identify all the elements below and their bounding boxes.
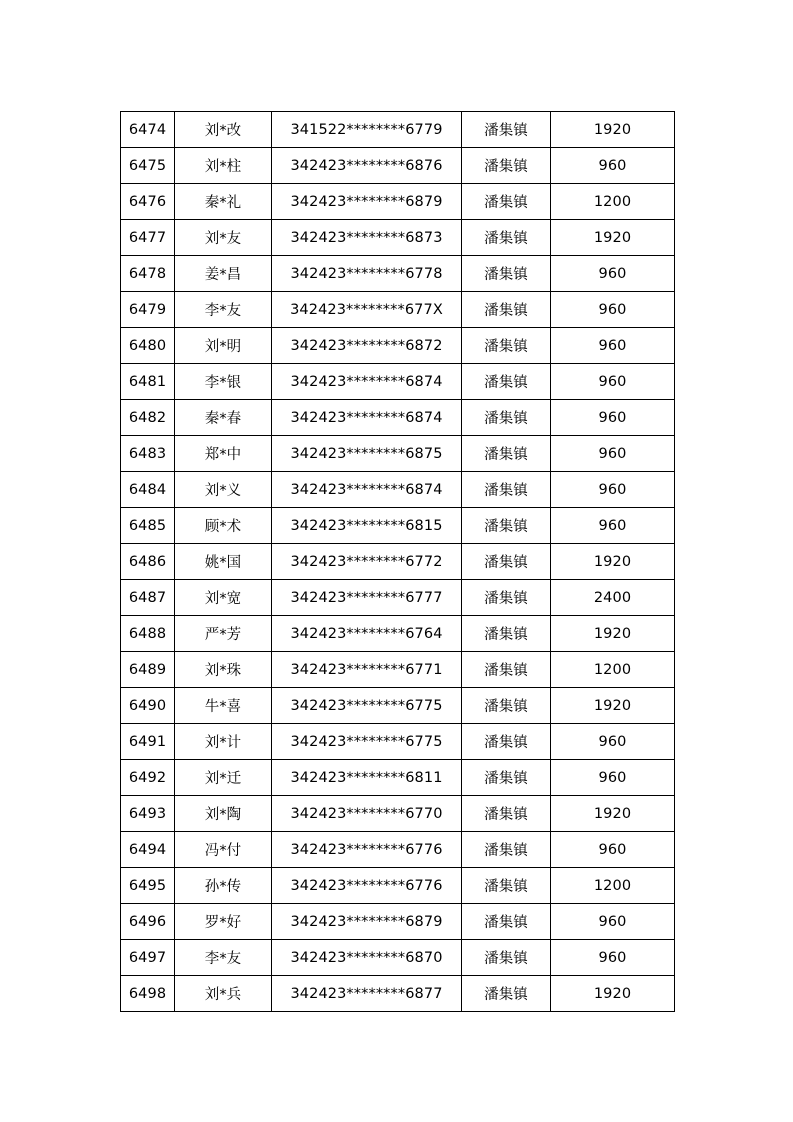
name-cell: 刘*珠 (175, 652, 272, 688)
row-number-cell: 6478 (121, 256, 175, 292)
table-row (121, 328, 675, 364)
amount-cell: 960 (551, 832, 675, 868)
town-cell: 潘集镇 (462, 760, 551, 796)
town-cell: 潘集镇 (462, 580, 551, 616)
table-row (121, 184, 675, 220)
row-number-cell: 6482 (121, 400, 175, 436)
name-cell: 李*银 (175, 364, 272, 400)
row-number-cell: 6495 (121, 868, 175, 904)
table-row (121, 256, 675, 292)
name-cell: 刘*迁 (175, 760, 272, 796)
amount-cell: 960 (551, 940, 675, 976)
document-page (120, 111, 675, 1012)
table-row (121, 292, 675, 328)
amount-cell: 960 (551, 364, 675, 400)
town-cell: 潘集镇 (462, 472, 551, 508)
row-number-cell: 6492 (121, 760, 175, 796)
table-row (121, 436, 675, 472)
town-cell: 潘集镇 (462, 904, 551, 940)
amount-cell: 1920 (551, 616, 675, 652)
name-cell: 姜*昌 (175, 256, 272, 292)
id-number-cell: 342423********6777 (272, 580, 462, 616)
table-row (121, 508, 675, 544)
table-row (121, 364, 675, 400)
table-row (121, 112, 675, 148)
amount-cell: 1920 (551, 688, 675, 724)
row-number-cell: 6494 (121, 832, 175, 868)
id-number-cell: 342423********6815 (272, 508, 462, 544)
table-row (121, 976, 675, 1012)
table-row (121, 940, 675, 976)
town-cell: 潘集镇 (462, 868, 551, 904)
id-number-cell: 342423********6778 (272, 256, 462, 292)
id-number-cell: 342423********6776 (272, 832, 462, 868)
row-number-cell: 6474 (121, 112, 175, 148)
id-number-cell: 342423********6875 (272, 436, 462, 472)
name-cell: 郑*中 (175, 436, 272, 472)
name-cell: 刘*改 (175, 112, 272, 148)
id-number-cell: 342423********6764 (272, 616, 462, 652)
name-cell: 秦*春 (175, 400, 272, 436)
town-cell: 潘集镇 (462, 544, 551, 580)
row-number-cell: 6493 (121, 796, 175, 832)
amount-cell: 1200 (551, 652, 675, 688)
amount-cell: 1920 (551, 112, 675, 148)
town-cell: 潘集镇 (462, 112, 551, 148)
row-number-cell: 6488 (121, 616, 175, 652)
row-number-cell: 6491 (121, 724, 175, 760)
name-cell: 姚*国 (175, 544, 272, 580)
row-number-cell: 6477 (121, 220, 175, 256)
amount-cell: 1200 (551, 868, 675, 904)
table-row (121, 868, 675, 904)
town-cell: 潘集镇 (462, 508, 551, 544)
town-cell: 潘集镇 (462, 652, 551, 688)
amount-cell: 1920 (551, 796, 675, 832)
town-cell: 潘集镇 (462, 400, 551, 436)
row-number-cell: 6479 (121, 292, 175, 328)
id-number-cell: 342423********6772 (272, 544, 462, 580)
id-number-cell: 342423********6811 (272, 760, 462, 796)
id-number-cell: 342423********6775 (272, 688, 462, 724)
name-cell: 刘*兵 (175, 976, 272, 1012)
table-row (121, 796, 675, 832)
table-row (121, 724, 675, 760)
name-cell: 顾*术 (175, 508, 272, 544)
id-number-cell: 342423********6874 (272, 400, 462, 436)
id-number-cell: 342423********6877 (272, 976, 462, 1012)
id-number-cell: 342423********6771 (272, 652, 462, 688)
id-number-cell: 342423********6879 (272, 184, 462, 220)
name-cell: 刘*柱 (175, 148, 272, 184)
town-cell: 潘集镇 (462, 292, 551, 328)
id-number-cell: 342423********6879 (272, 904, 462, 940)
id-number-cell: 342423********6770 (272, 796, 462, 832)
town-cell: 潘集镇 (462, 220, 551, 256)
table-row (121, 472, 675, 508)
table-row (121, 832, 675, 868)
amount-cell: 960 (551, 724, 675, 760)
id-number-cell: 342423********6874 (272, 364, 462, 400)
id-number-cell: 342423********6775 (272, 724, 462, 760)
town-cell: 潘集镇 (462, 328, 551, 364)
table-row (121, 688, 675, 724)
amount-cell: 960 (551, 148, 675, 184)
town-cell: 潘集镇 (462, 436, 551, 472)
town-cell: 潘集镇 (462, 832, 551, 868)
row-number-cell: 6498 (121, 976, 175, 1012)
town-cell: 潘集镇 (462, 184, 551, 220)
name-cell: 李*友 (175, 940, 272, 976)
id-number-cell: 342423********6873 (272, 220, 462, 256)
id-number-cell: 342423********6876 (272, 148, 462, 184)
table-body (121, 112, 675, 1012)
id-number-cell: 342423********677X (272, 292, 462, 328)
row-number-cell: 6489 (121, 652, 175, 688)
row-number-cell: 6481 (121, 364, 175, 400)
row-number-cell: 6476 (121, 184, 175, 220)
town-cell: 潘集镇 (462, 148, 551, 184)
name-cell: 刘*义 (175, 472, 272, 508)
row-number-cell: 6483 (121, 436, 175, 472)
name-cell: 严*芳 (175, 616, 272, 652)
amount-cell: 960 (551, 904, 675, 940)
name-cell: 刘*计 (175, 724, 272, 760)
row-number-cell: 6497 (121, 940, 175, 976)
amount-cell: 1200 (551, 184, 675, 220)
row-number-cell: 6475 (121, 148, 175, 184)
table-row (121, 616, 675, 652)
amount-cell: 1920 (551, 976, 675, 1012)
id-number-cell: 341522********6779 (272, 112, 462, 148)
row-number-cell: 6496 (121, 904, 175, 940)
amount-cell: 960 (551, 508, 675, 544)
id-number-cell: 342423********6870 (272, 940, 462, 976)
table-row (121, 580, 675, 616)
table-row (121, 652, 675, 688)
town-cell: 潘集镇 (462, 796, 551, 832)
table-row (121, 148, 675, 184)
name-cell: 秦*礼 (175, 184, 272, 220)
amount-cell: 960 (551, 760, 675, 796)
name-cell: 冯*付 (175, 832, 272, 868)
row-number-cell: 6480 (121, 328, 175, 364)
name-cell: 孙*传 (175, 868, 272, 904)
amount-cell: 960 (551, 472, 675, 508)
id-number-cell: 342423********6776 (272, 868, 462, 904)
table-row (121, 400, 675, 436)
town-cell: 潘集镇 (462, 364, 551, 400)
amount-cell: 960 (551, 400, 675, 436)
table-row (121, 904, 675, 940)
amount-cell: 1920 (551, 544, 675, 580)
row-number-cell: 6487 (121, 580, 175, 616)
town-cell: 潘集镇 (462, 688, 551, 724)
name-cell: 刘*陶 (175, 796, 272, 832)
town-cell: 潘集镇 (462, 616, 551, 652)
amount-cell: 960 (551, 292, 675, 328)
id-number-cell: 342423********6872 (272, 328, 462, 364)
row-number-cell: 6485 (121, 508, 175, 544)
name-cell: 刘*宽 (175, 580, 272, 616)
table-row (121, 544, 675, 580)
amount-cell: 960 (551, 436, 675, 472)
amount-cell: 960 (551, 256, 675, 292)
town-cell: 潘集镇 (462, 724, 551, 760)
amount-cell: 1920 (551, 220, 675, 256)
table-row (121, 760, 675, 796)
town-cell: 潘集镇 (462, 940, 551, 976)
name-cell: 牛*喜 (175, 688, 272, 724)
name-cell: 刘*明 (175, 328, 272, 364)
name-cell: 罗*好 (175, 904, 272, 940)
amount-cell: 960 (551, 328, 675, 364)
id-number-cell: 342423********6874 (272, 472, 462, 508)
name-cell: 刘*友 (175, 220, 272, 256)
row-number-cell: 6490 (121, 688, 175, 724)
table-row (121, 220, 675, 256)
row-number-cell: 6486 (121, 544, 175, 580)
amount-cell: 2400 (551, 580, 675, 616)
row-number-cell: 6484 (121, 472, 175, 508)
town-cell: 潘集镇 (462, 976, 551, 1012)
town-cell: 潘集镇 (462, 256, 551, 292)
beneficiary-table (120, 111, 675, 1012)
name-cell: 李*友 (175, 292, 272, 328)
